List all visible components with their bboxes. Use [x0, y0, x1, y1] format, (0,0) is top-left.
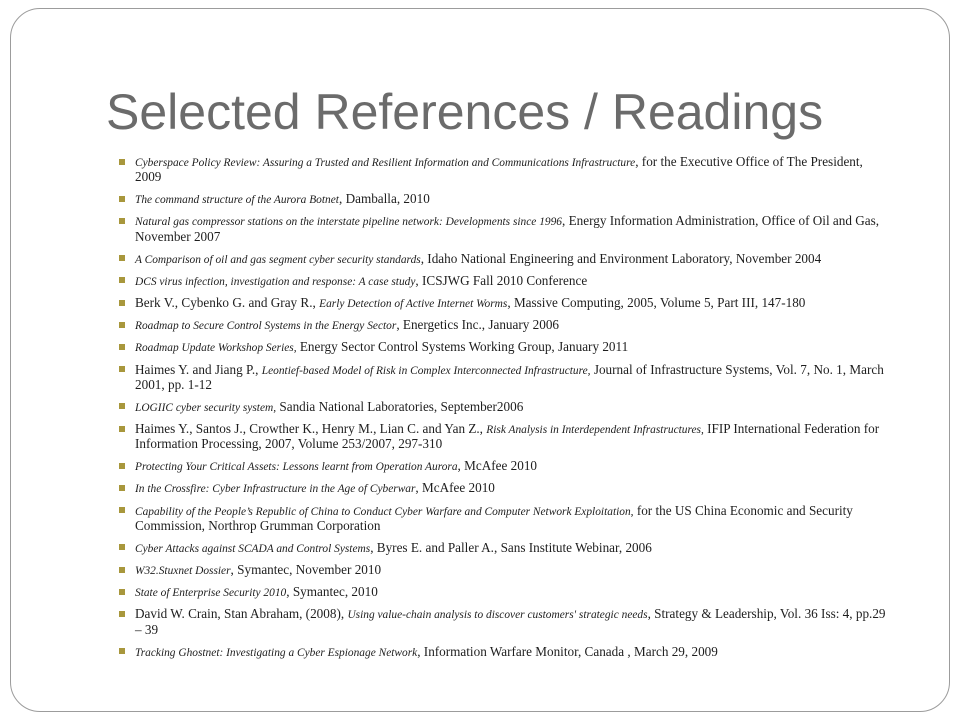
- reference-work-title: Early Detection of Active Internet Worms: [319, 298, 508, 311]
- reference-list: [135, 154, 940, 666]
- reference-citation-text: , Damballa, 2010: [338, 191, 430, 207]
- reference-work-title: A Comparison of oil and gas segment cyber security standards: [135, 253, 421, 266]
- reference-item: [135, 480, 940, 495]
- reference-item: [135, 503, 940, 533]
- bullet-icon: [119, 300, 125, 306]
- reference-work-title: Roadmap Update Workshop Series,: [135, 342, 297, 355]
- reference-work-title: Natural gas compressor stations on the interstate pipeline network: Developments since 1996: [135, 216, 562, 229]
- bullet-icon: [119, 403, 125, 409]
- reference-item: [135, 317, 940, 332]
- reference-item: [135, 562, 940, 577]
- reference-citation-text: , for the Executive Office of The President, 2009: [135, 154, 863, 185]
- bullet-icon: [119, 611, 125, 617]
- reference-citation-text: , ICSJWG Fall 2010 Conference: [415, 272, 588, 288]
- reference-item: [135, 644, 940, 659]
- bullet-icon: [119, 589, 125, 595]
- reference-citation-text: Energy Sector Control Systems Working Group, January 2011: [296, 339, 629, 355]
- reference-work-title: Protecting Your Critical Assets: Lessons learnt from Operation Aurora: [135, 461, 458, 474]
- reference-work-title: Capability of the People’s Republic of China to Conduct Cyber Warfare and Computer Network Exploitation,: [135, 505, 634, 518]
- reference-item: [135, 273, 940, 288]
- bullet-icon: [119, 426, 125, 432]
- reference-citation-text: Sandia National Laboratories, September2006: [276, 398, 524, 414]
- reference-work-title: In the Crossfire: Cyber Infrastructure in the Age of Cyberwar: [135, 483, 416, 496]
- reference-citation-text: David W. Crain, Stan Abraham, (2008),: [135, 606, 348, 622]
- slide-title: Selected References / Readings: [106, 84, 824, 140]
- reference-item: [135, 295, 940, 310]
- reference-work-title: LOGIIC cyber security system,: [135, 401, 277, 414]
- reference-item: [135, 191, 940, 206]
- reference-item: [135, 584, 940, 599]
- bullet-icon: [119, 218, 125, 224]
- bullet-icon: [119, 507, 125, 513]
- bullet-icon: [119, 322, 125, 328]
- reference-item: [135, 421, 940, 451]
- reference-citation-text: , Symantec, November 2010: [230, 562, 382, 578]
- bullet-icon: [119, 544, 125, 550]
- reference-citation-text: , McAfee 2010: [457, 458, 538, 474]
- bullet-icon: [119, 485, 125, 491]
- bullet-icon: [119, 159, 125, 165]
- reference-item: [135, 606, 940, 636]
- reference-item: [135, 251, 940, 266]
- reference-citation-text: Haimes Y. and Jiang P.,: [135, 361, 262, 377]
- reference-work-title: The command structure of the Aurora Botnet: [135, 194, 339, 207]
- bullet-icon: [119, 648, 125, 654]
- reference-item: [135, 339, 940, 354]
- bullet-icon: [119, 344, 125, 350]
- reference-work-title: State of Enterprise Security 2010: [135, 587, 287, 600]
- bullet-icon: [119, 463, 125, 469]
- reference-item: [135, 399, 940, 414]
- reference-citation-text: , Energetics Inc., January 2006: [396, 317, 560, 333]
- reference-citation-text: , McAfee 2010: [415, 480, 495, 496]
- reference-item: [135, 213, 940, 243]
- bullet-icon: [119, 366, 125, 372]
- reference-citation-text: , Idaho National Engineering and Environment Laboratory, November 2004: [420, 250, 822, 266]
- reference-citation-text: , Information Warfare Monitor, Canada , March 29, 2009: [417, 643, 718, 659]
- reference-citation-text: Journal of Infrastructure Systems, Vol. 7, No. 1, March 2001, pp. 1-12: [135, 361, 884, 393]
- reference-work-title: DCS virus infection, investigation and response: A case study: [135, 275, 416, 288]
- reference-citation-text: , Byres E. and Paller A., Sans Institute Webinar, 2006: [370, 539, 652, 555]
- reference-citation-text: , Strategy & Leadership, Vol. 36 Iss: 4, pp.29 – 39: [135, 606, 886, 637]
- reference-item: [135, 154, 940, 184]
- reference-work-title: Cyber Attacks against SCADA and Control Systems: [135, 542, 371, 555]
- reference-work-title: W32.Stuxnet Dossier: [135, 565, 231, 578]
- bullet-icon: [119, 255, 125, 261]
- bullet-icon: [119, 277, 125, 283]
- reference-work-title: Cyberspace Policy Review: Assuring a Trusted and Resilient Information and Communications Infrastructure: [135, 157, 636, 169]
- reference-item: [135, 458, 940, 473]
- bullet-icon: [119, 196, 125, 202]
- reference-work-title: Using value-chain analysis to discover customers' strategic needs: [347, 609, 648, 622]
- bullet-icon: [119, 567, 125, 573]
- reference-citation-text: , Energy Information Administration, Office of Oil and Gas, November 2007: [135, 213, 880, 244]
- reference-item: [135, 540, 940, 555]
- reference-citation-text: for the US China Economic and Security Commission, Northrop Grumman Corporation: [135, 502, 853, 534]
- reference-item: [135, 362, 940, 392]
- reference-citation-text: , Massive Computing, 2005, Volume 5, Part III, 147-180: [507, 295, 806, 311]
- reference-work-title: Tracking Ghostnet: Investigating a Cyber Espionage Network: [135, 646, 418, 659]
- reference-citation-text: IFIP International Federation for Information Processing, 2007, Volume 253/2007, 297-310: [135, 421, 880, 452]
- reference-citation-text: Berk V., Cybenko G. and Gray R.,: [135, 295, 320, 311]
- reference-citation-text: Haimes Y., Santos J., Crowther K., Henry M., Lian C. and Yan Z.,: [135, 421, 487, 437]
- reference-work-title: Leontief-based Model of Risk in Complex Interconnected Infrastructure,: [261, 364, 591, 377]
- reference-work-title: Risk Analysis in Interdependent Infrastructures,: [486, 424, 704, 437]
- reference-work-title: Roadmap to Secure Control Systems in the Energy Sector: [135, 320, 397, 333]
- reference-citation-text: , Symantec, 2010: [286, 584, 378, 600]
